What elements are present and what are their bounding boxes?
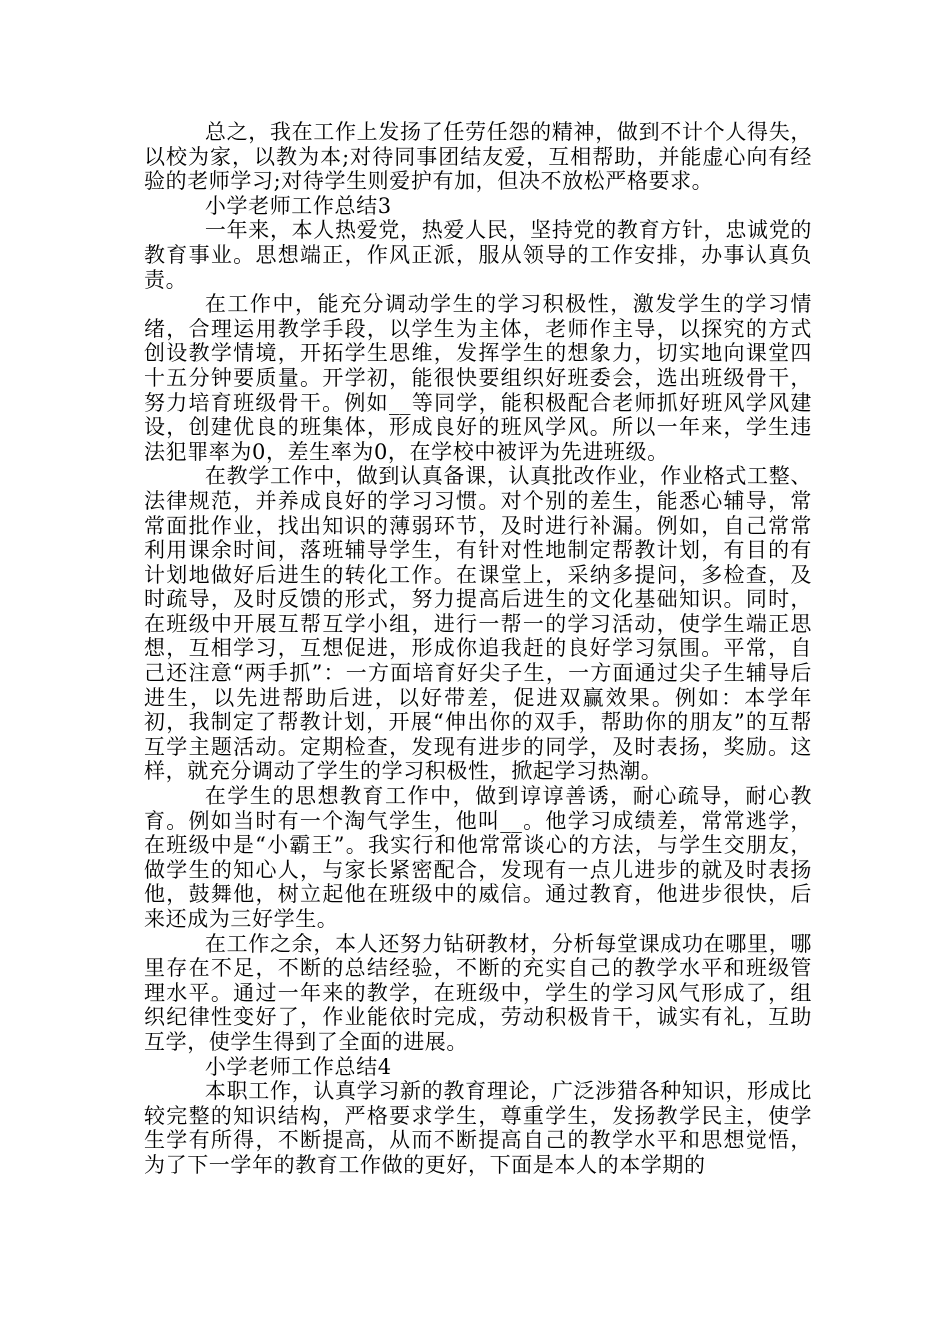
document-page — [144, 120, 812, 1178]
section-heading: 小学老师工作总结3 — [204, 193, 392, 218]
paragraph: 一年来，本人热爱党，热爱人民，坚持党的教育方针，忠诚党的教育事业。思想端正，作风正派，服从领导的工作安排，办事认真负责。 — [144, 218, 812, 292]
paragraph: 在学生的思想教育工作中，做到谆谆善诱，耐心疏导，耐心教育。例如当时有一个淘气学生，他叫__。他学习成绩差，常常逃学，在班级中是“小霸王”。我实行和他常常谈心的方法，与学生交朋友，做学生的知心人，与家长紧密配合，发现有一点儿进步的就及时表扬他，鼓舞他，树立起他在班级中的威信。通过教育，他进步很快，后来还成为三好学生。 — [144, 784, 812, 931]
paragraph: 本职工作，认真学习新的教育理论，广泛涉猎各种知识，形成比较完整的知识结构，严格要求学生，尊重学生，发扬教学民主，使学生学有所得，不断提高，从而不断提高自己的教学水平和思想觉悟，为了下一学年的教育工作做的更好，下面是本人的本学期的 — [144, 1079, 812, 1177]
section-heading: 小学老师工作总结4 — [204, 1054, 392, 1079]
paragraph: 在工作之余，本人还努力钻研教材，分析每堂课成功在哪里，哪里存在不足，不断的总结经验，不断的充实自己的教学水平和班级管理水平。通过一年来的教学，在班级中，学生的学习风气形成了，组织纪律性变好了，作业能依时完成，劳动积极肯干，诚实有礼，互助互学，使学生得到了全面的进展。 — [144, 931, 812, 1054]
paragraph: 在教学工作中，做到认真备课，认真批改作业，作业格式工整、法律规范，并养成良好的学习习惯。对个别的差生，能悉心辅导，常常面批作业，找出知识的薄弱环节，及时进行补漏。例如，自己常常利用课余时间，落班辅导学生，有针对性地制定帮教计划，有目的有计划地做好后进生的转化工作。在课堂上，采纳多提问，多检查，及时疏导，及时反馈的形式，努力提高后进生的文化基础知识。同时，在班级中开展互帮互学小组，进行一帮一的学习活动，使学生端正思想，互相学习，互想促进，形成你追我赶的良好学习氛围。平常，自己还注意“两手抓”：一方面培育好尖子生，一方面通过尖子生辅导后进生，以先进帮助后进，以好带差，促进双赢效果。例如：本学年初，我制定了帮教计划，开展“伸出你的双手，帮助你的朋友”的互帮互学主题活动。定期检查，发现有进步的同学，及时表扬，奖励。这样，就充分调动了学生的学习积极性，掀起学习热潮。 — [144, 464, 812, 784]
paragraph: 在工作中，能充分调动学生的学习积极性，激发学生的学习情绪，合理运用教学手段，以学生为主体，老师作主导，以探究的方式创设教学情境，开拓学生思维，发挥学生的想象力，切实地向课堂四十五分钟要质量。开学初，能很快要组织好班委会，选出班级骨干，努力培育班级骨干。例如__等同学，能积极配合老师抓好班风学风建设，创建优良的班集体，形成良好的班风学风。所以一年来，学生违法犯罪率为0，差生率为0，在学校中被评为先进班级。 — [144, 292, 812, 464]
paragraph: 总之，我在工作上发扬了任劳任怨的精神，做到不计个人得失，以校为家，以教为本;对待同事团结友爱，互相帮助，并能虚心向有经验的老师学习;对待学生则爱护有加，但决不放松严格要求。 — [144, 120, 812, 194]
